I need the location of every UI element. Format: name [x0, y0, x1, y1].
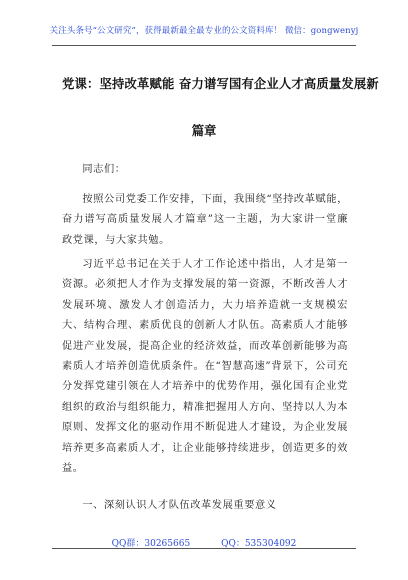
section-heading-1: 一、深刻认识人才队伍改革发展重要意义 [82, 500, 277, 511]
paragraph-talent: 习近平总书记在关于人才工作论述中指出，人才是第一资源。必须把人才作为支撑发展的第一资源，不断改善人才发展环境、激发人才创造活力，大力培养造就一支规模宏大、结构合理、素质优良的创新人才队伍。高素质人才能够促进产业发展，提高企业的经济效益，而改革创新能够为高素质人才培养创造优质条件。在“智慧高速”背景下，公司充分发挥党建引领在人才培养中的优势作用，强化国有企业党组织的政治与组织能力，精准把握用人方向、坚持以人为本原则、发挥文化的驱动作用不断促进人才建设，为企业发展培养更多高素质人才，让企业能够持续进步，创造更多的效益。 [62, 259, 348, 475]
footer-qq-group: QQ群：30265665 [111, 539, 191, 549]
doc-title-line1: 党课：坚持改革赋能 奋力谱写国有企业人才高质量发展新 [62, 76, 379, 91]
header-divider [52, 45, 356, 46]
paragraph-intro: 按照公司党委工作安排，下面，我围绕“坚持改革赋能，奋力谱写高质量发展人才篇章”这一主题，为大家讲一堂廉政党课，与大家共勉。 [62, 194, 348, 246]
footer-qq: QQ：535304092 [221, 539, 297, 549]
header-notice: 关注头条号“公文研究”，获得最新最全最专业的公文资料库！ 微信：gongwenyj [49, 26, 359, 36]
footer-divider [52, 548, 356, 549]
doc-title-line2: 篇章 [191, 123, 217, 138]
greeting: 同志们： [82, 164, 126, 175]
